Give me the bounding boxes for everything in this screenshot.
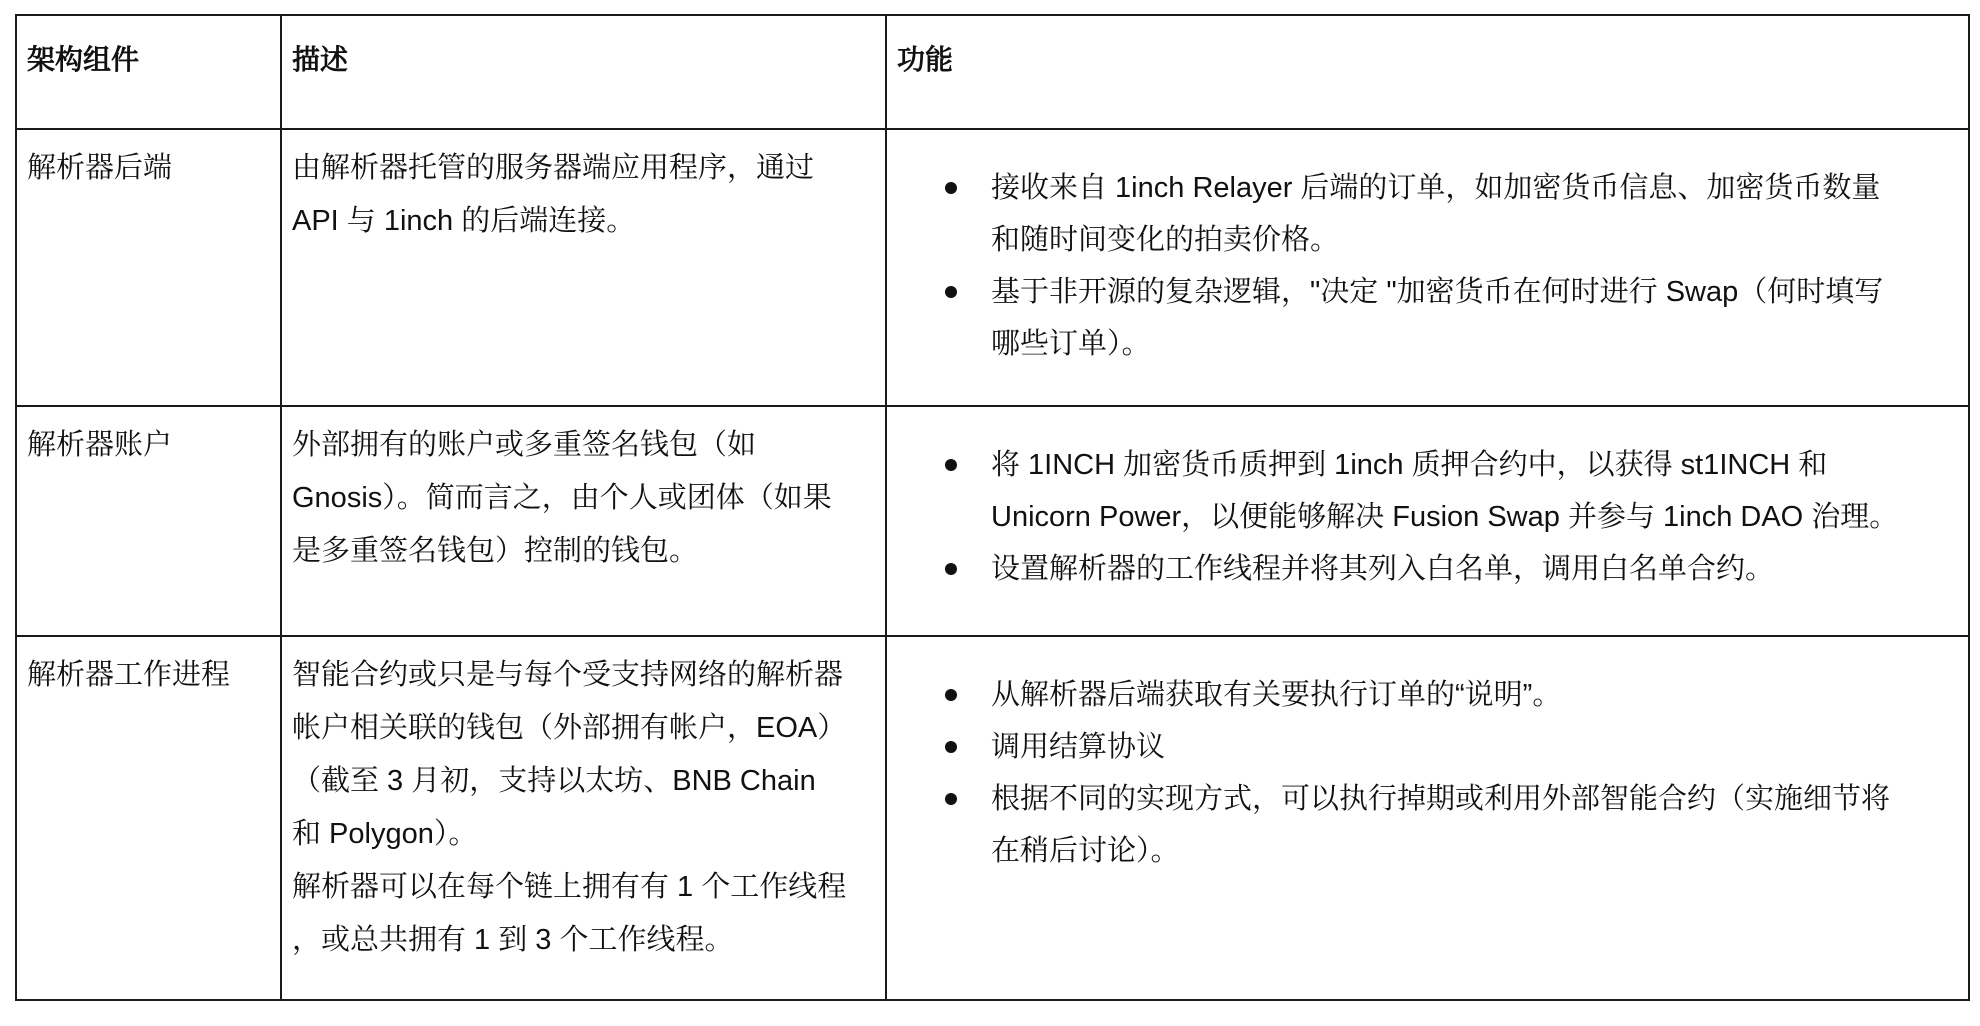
component-name: 解析器后端 xyxy=(27,152,173,184)
component-cell xyxy=(16,636,281,1000)
description-line: 是多重签名钱包）控制的钱包。 xyxy=(292,535,699,567)
function-cell xyxy=(886,636,1969,1000)
description-line: 智能合约或只是与每个受支持网络的解析器 xyxy=(292,659,844,691)
description-line: 解析器可以在每个链上拥有有 1 个工作线程 xyxy=(292,871,847,903)
function-line: 从解析器后端获取有关要执行订单的“说明”。 xyxy=(991,679,1562,711)
function-line: 接收来自 1inch Relayer 后端的订单，如加密货币信息、加密货币数量 xyxy=(991,172,1881,204)
function-line: 基于非开源的复杂逻辑，"决定 "加密货币在何时进行 Swap（何时填写 xyxy=(991,276,1884,308)
function-item xyxy=(887,439,1958,543)
description-cell xyxy=(281,129,886,406)
description-line: 帐户相关联的钱包（外部拥有帐户，EOA） xyxy=(292,712,847,744)
function-line: 调用结算协议 xyxy=(991,731,1166,763)
header-component-label: 架构组件 xyxy=(27,44,140,75)
description-cell xyxy=(281,636,886,1000)
function-line: 设置解析器的工作线程并将其列入白名单，调用白名单合约。 xyxy=(991,553,1775,585)
function-item xyxy=(887,266,1958,370)
description-line: （截至 3 月初，支持以太坊、BNB Chain xyxy=(292,765,816,797)
function-line: 根据不同的实现方式，可以执行掉期或利用外部智能合约（实施细节将 xyxy=(991,783,1891,815)
bullet-icon xyxy=(945,741,957,753)
function-line: 在稍后讨论）。 xyxy=(991,835,1180,867)
header-function-label: 功能 xyxy=(897,44,954,75)
description-line: ，或总共拥有 1 到 3 个工作线程。 xyxy=(292,924,734,956)
bullet-icon xyxy=(945,286,957,298)
bullet-icon xyxy=(945,689,957,701)
function-list xyxy=(887,130,1968,370)
description-line: 由解析器托管的服务器端应用程序，通过 xyxy=(292,152,815,184)
description-line: 和 Polygon）。 xyxy=(292,818,478,850)
bullet-icon xyxy=(945,793,957,805)
table-row xyxy=(16,406,1969,636)
description-line: Gnosis）。简而言之，由个人或团体（如果 xyxy=(292,482,832,514)
component-name: 解析器账户 xyxy=(27,429,173,461)
description-cell xyxy=(281,406,886,636)
header-cell-description xyxy=(281,15,886,129)
header-cell-function xyxy=(886,15,1969,129)
function-line: Unicorn Power，以便能够解决 Fusion Swap 并参与 1inch DAO 治理。 xyxy=(991,501,1899,533)
function-line: 哪些订单）。 xyxy=(991,328,1151,360)
function-item xyxy=(887,721,1958,773)
function-item xyxy=(887,669,1958,721)
function-cell xyxy=(886,406,1969,636)
component-cell xyxy=(16,129,281,406)
description-line: 外部拥有的账户或多重签名钱包（如 xyxy=(292,429,757,461)
header-description-label: 描述 xyxy=(292,44,349,75)
table-header-row xyxy=(16,15,1969,129)
description-line: API 与 1inch 的后端连接。 xyxy=(292,205,636,237)
function-cell xyxy=(886,129,1969,406)
bullet-icon xyxy=(945,563,957,575)
table-row xyxy=(16,636,1969,1000)
function-list xyxy=(887,407,1968,595)
function-item xyxy=(887,773,1958,877)
architecture-table xyxy=(15,14,1970,1001)
function-item xyxy=(887,543,1958,595)
component-cell xyxy=(16,406,281,636)
function-list xyxy=(887,637,1968,877)
header-cell-component xyxy=(16,15,281,129)
table-row xyxy=(16,129,1969,406)
component-name: 解析器工作进程 xyxy=(27,659,231,691)
function-line: 和随时间变化的拍卖价格。 xyxy=(991,224,1340,256)
bullet-icon xyxy=(945,459,957,471)
function-item xyxy=(887,162,1958,266)
bullet-icon xyxy=(945,182,957,194)
function-line: 将 1INCH 加密货币质押到 1inch 质押合约中，以获得 st1INCH 和 xyxy=(991,449,1828,481)
